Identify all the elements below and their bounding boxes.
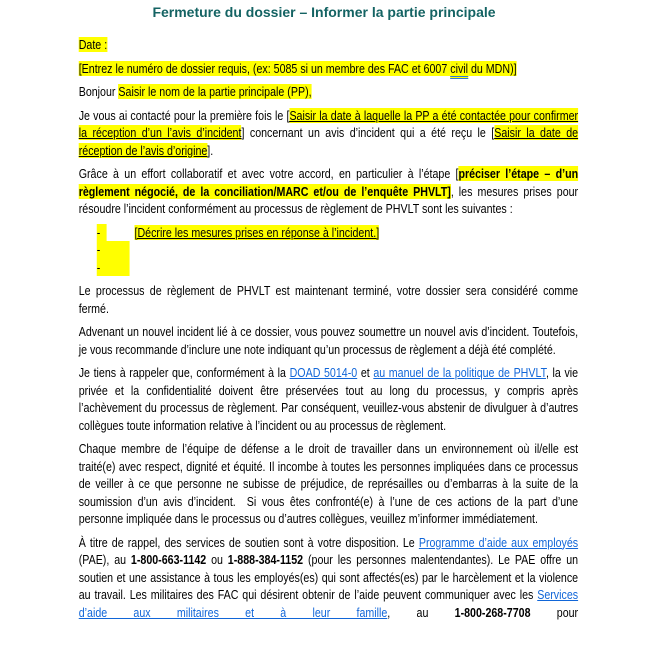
- text-run: , la vie privée et la confidentialité doivent être préservées tout au long du processus, y compris après l’achèvement du processus de règlement. Par conséquent, veuillez-vous abstenir de divulguer à d’autres collègues toute information relative à l’incident ou au processus de règlement.: [78, 365, 579, 433]
- first-contact-paragraph: [79, 107, 578, 160]
- text-run: , au: [387, 604, 455, 620]
- bullet-dash: -: [97, 224, 107, 242]
- text-run: Je tiens à rappeler que, conformément à la: [78, 365, 290, 380]
- resolution-stage-paragraph: [79, 165, 578, 218]
- grammar-flagged-word: civil: [450, 61, 468, 79]
- highlighted-placeholder: Saisir la date à laquelle la PP a été contactée pour confirmer la réception d’un l’avis d’incident: [78, 107, 579, 140]
- highlighted-placeholder: du MDN)]: [468, 60, 517, 76]
- text-run: Je vous ai contacté pour la première fois le: [78, 107, 287, 123]
- text-run: Le processus de règlement de PHVLT est maintenant terminé, votre dossier sera considéré comme fermé.: [78, 283, 579, 316]
- document-body: [0, 36, 648, 621]
- bracket: [: [286, 107, 290, 123]
- highlighted-placeholder: [Entrez le numéro de dossier requis, (ex: 5085 si un membre des FAC et 6007: [78, 60, 451, 76]
- phvlt-policy-manual-link[interactable]: au manuel de la politique de PHVLT: [373, 365, 546, 380]
- file-number-line: [79, 60, 578, 78]
- text-run: Chaque membre de l’équipe de défense a le droit de travailler dans un environnement où il/elle est traité(e) avec respect, dignité et équité. Il incombe à toutes les personnes impliquées dans ce processus de veiller à ce que personne ne subisse de préjudice, de représailles ou d’embarras à la suite de la soumission d’un avis d’incident. Si vous êtes confronté(e) à l’une de ces actions de la part d’une personne impliquée dans le processus ou d’autres collègues, veuillez m’informer immédiatement.: [78, 441, 579, 526]
- respect-paragraph: [79, 440, 578, 528]
- text-run: .: [210, 142, 214, 158]
- support-services-paragraph: [79, 534, 578, 622]
- text-run: concernant un avis d’incident qui a été reçu le: [244, 125, 492, 140]
- phone-number: 1-800-268-7708: [454, 604, 531, 620]
- text-run: , les mesures prises pour résoudre l’incident conformément au processus de règlement de PHVLT sont les suivantes :: [78, 183, 579, 216]
- text-run: et: [357, 365, 374, 380]
- text-run: pour: [530, 604, 579, 620]
- bracket: [: [491, 125, 495, 140]
- text-run: Bonjour: [78, 84, 119, 99]
- greeting-line: [79, 83, 578, 101]
- bracket: ]: [241, 125, 245, 140]
- bullet-dash: -: [97, 241, 130, 259]
- text-run: ou: [206, 552, 228, 567]
- doad-5014-0-link[interactable]: DOAD 5014-0: [289, 365, 358, 380]
- highlighted-placeholder: [Décrire les mesures prises en réponse à l’incident.]: [134, 224, 380, 240]
- process-complete-paragraph: [79, 282, 578, 317]
- measure-bullet-3: [79, 259, 578, 277]
- phone-number: 1-800-663-1142: [130, 552, 207, 567]
- confidentiality-paragraph: [79, 364, 578, 434]
- bracket: ]: [207, 142, 211, 158]
- text-run: À titre de rappel, des services de soutien sont à votre disposition. Le: [78, 534, 419, 550]
- highlighted-placeholder: préciser l’étape – d’un règlement négocié, de la conciliation/MARC et/ou de l’enquête PHVLT]: [78, 166, 579, 199]
- phone-number: 1-888-384-1152: [227, 552, 304, 567]
- date-line: [79, 36, 578, 54]
- highlighted-placeholder: Date :: [78, 37, 108, 52]
- bullet-dash: -: [97, 259, 130, 277]
- new-incident-paragraph: [79, 323, 578, 358]
- highlighted-placeholder: Saisir la date de réception de l’avis d’origine: [78, 125, 579, 158]
- employee-assistance-program-link[interactable]: Programme d’aide aux employés: [418, 534, 579, 550]
- document-title: Fermeture du dossier – Informer la partie principale: [152, 4, 496, 20]
- measure-bullet-2: [79, 241, 578, 259]
- text-run: (PAE), au: [78, 552, 131, 567]
- measure-bullet-1: [79, 224, 578, 242]
- text-run: (pour les personnes malentendantes). Le PAE offre un soutien et une assistance à tous les employés(es) qui sont affectés(es) par le harcèlement et la violence au travail. Les militaires des FAC qui désirent obtenir de l’aide peuvent communiquer avec les: [78, 552, 579, 602]
- military-family-services-link[interactable]: Services d’aide aux militaires et à leur famille: [78, 587, 579, 620]
- text-run: Advenant un nouvel incident lié à ce dossier, vous pouvez soumettre un nouvel avis d’incident. Toutefois, je vous recommande d’inclure une note indiquant qu’un processus de règlement a déjà été complété.: [78, 324, 579, 357]
- text-run: Grâce à un effort collaboratif et avec votre accord, en particulier à l’étape [: [78, 166, 459, 181]
- highlighted-placeholder: Saisir le nom de la partie principale (PP),: [118, 84, 312, 99]
